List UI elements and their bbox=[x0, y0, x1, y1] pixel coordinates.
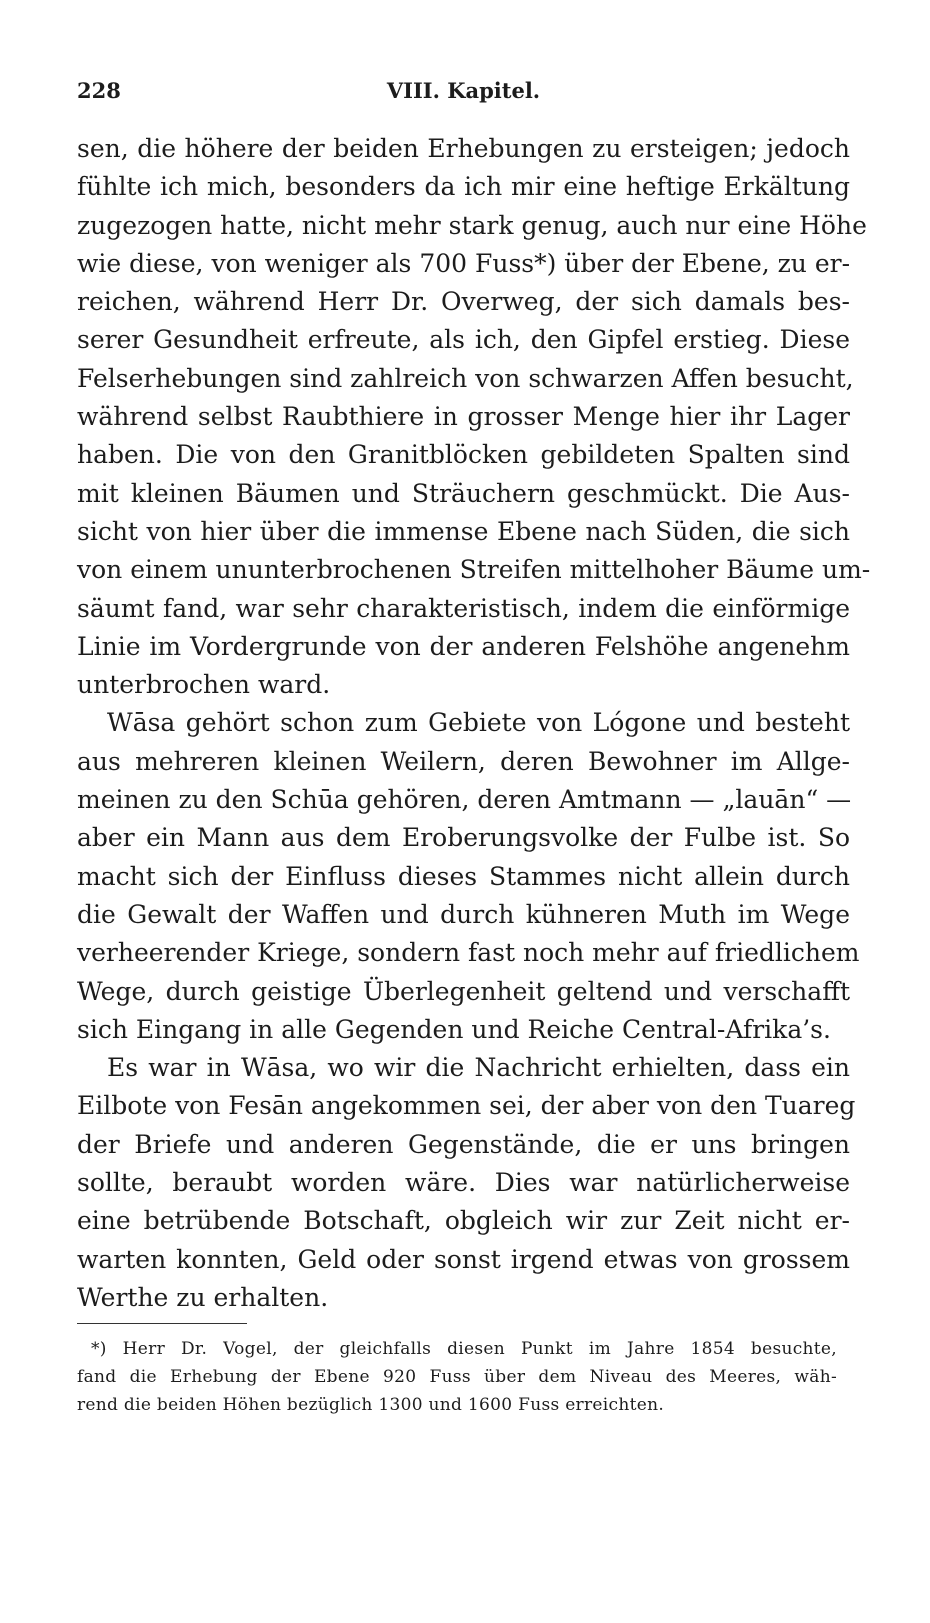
text-line: säumt fand, war sehr charakteristisch, indem die einförmige bbox=[77, 593, 850, 623]
text-line: mit kleinen Bäumen und Sträuchern geschmückt. Die Aus- bbox=[77, 478, 850, 508]
text-line: wie diese, von weniger als 700 Fuss*) über der Ebene, zu er- bbox=[77, 248, 851, 278]
text-line: zugezogen hatte, nicht mehr stark genug, auch nur eine Höhe bbox=[77, 210, 867, 240]
text-line: macht sich der Einfluss dieses Stammes nicht allein durch bbox=[77, 861, 850, 891]
text-line: die Gewalt der Waffen und durch kühneren Muth im Wege bbox=[77, 899, 850, 929]
text-line: sen, die höhere der beiden Erhebungen zu ersteigen; jedoch bbox=[77, 134, 850, 163]
running-head: VIII. Kapitel. bbox=[386, 78, 541, 103]
text-line: Es war in Wāsa, wo wir die Nachricht erhielten, dass ein bbox=[107, 1053, 850, 1083]
body-text bbox=[77, 130, 871, 1317]
text-line: fühlte ich mich, besonders da ich mir eine heftige Erkältung bbox=[77, 172, 850, 202]
text-line: von einem ununterbrochenen Streifen mittelhoher Bäume um- bbox=[77, 555, 871, 585]
text-line: Felserhebungen sind zahlreich von schwarzen Affen besucht, bbox=[77, 363, 854, 393]
text-line: Werthe zu erhalten. bbox=[77, 1282, 329, 1312]
text-line: haben. Die von den Granitblöcken gebildeten Spalten sind bbox=[77, 440, 850, 470]
text-line: aus mehreren kleinen Weilern, deren Bewohner im Allge- bbox=[77, 746, 850, 776]
text-line: sicht von hier über die immense Ebene nach Süden, die sich bbox=[77, 516, 850, 546]
text-line: Eilbote von Fesān angekommen sei, der aber von den Tuareg bbox=[77, 1091, 856, 1121]
footnote-line: rend die beiden Höhen bezüglich 1300 und 1600 Fuss erreichten. bbox=[77, 1395, 665, 1415]
text-line: serer Gesundheit erfreute, als ich, den Gipfel erstieg. Diese bbox=[77, 325, 850, 355]
text-line: verheerender Kriege, sondern fast noch mehr auf friedlichem bbox=[77, 938, 860, 968]
page-header bbox=[77, 78, 850, 112]
page-number: 228 bbox=[77, 78, 121, 103]
footnote-line: fand die Erhebung der Ebene 920 Fuss über dem Niveau des Meeres, wäh- bbox=[77, 1367, 837, 1387]
footnote bbox=[77, 1335, 837, 1419]
text-line: aber ein Mann aus dem Eroberungsvolke der Fulbe ist. So bbox=[77, 823, 850, 853]
text-line: sollte, beraubt worden wäre. Dies war natürlicherweise bbox=[77, 1168, 850, 1198]
text-line: warten konnten, Geld oder sonst irgend etwas von grossem bbox=[77, 1244, 850, 1274]
text-line: eine betrübende Botschaft, obgleich wir zur Zeit nicht er- bbox=[77, 1206, 850, 1236]
text-line: sich Eingang in alle Gegenden und Reiche Central-Afrika’s. bbox=[77, 1014, 831, 1044]
text-line: meinen zu den Schūa gehören, deren Amtmann — „lauān“ — bbox=[77, 785, 852, 815]
text-line: während selbst Raubthiere in grosser Menge hier ihr Lager bbox=[77, 402, 850, 432]
text-line: unterbrochen ward. bbox=[77, 670, 331, 700]
text-line: Linie im Vordergrunde von der anderen Felshöhe angenehm bbox=[77, 631, 850, 661]
footnote-divider bbox=[77, 1323, 247, 1324]
text-line: reichen, während Herr Dr. Overweg, der sich damals bes- bbox=[77, 287, 850, 317]
text-line: Wege, durch geistige Überlegenheit geltend und verschafft bbox=[77, 976, 850, 1006]
text-line: der Briefe und anderen Gegenstände, die er uns bringen bbox=[77, 1129, 850, 1159]
footnote-line: *) Herr Dr. Vogel, der gleichfalls diesen Punkt im Jahre 1854 besuchte, bbox=[91, 1339, 837, 1359]
text-line: Wāsa gehört schon zum Gebiete von Lógone und besteht bbox=[107, 708, 850, 738]
